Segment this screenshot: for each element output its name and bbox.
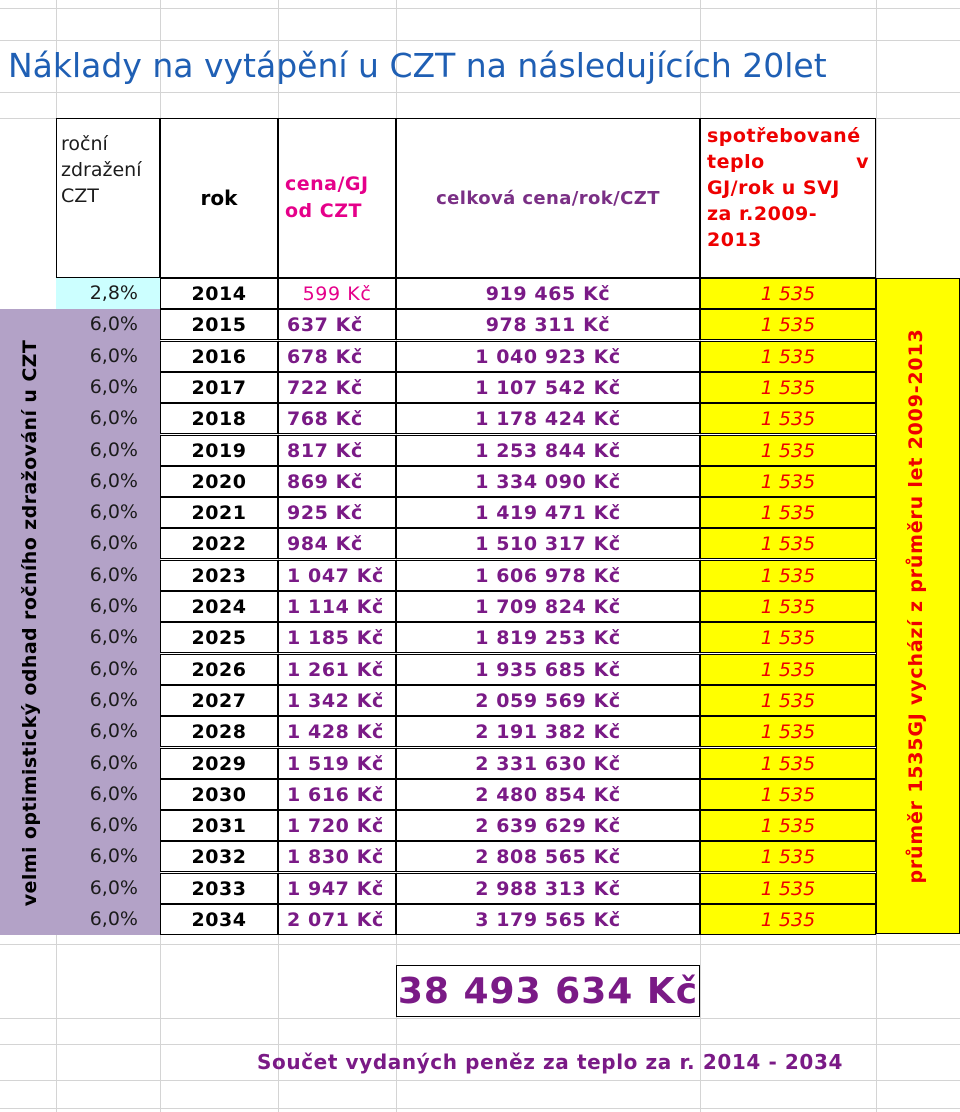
gj-consumption-cell: 1 535 [700,654,876,685]
table-row [0,685,960,716]
pct-cell: 2,8% [89,282,138,304]
price-per-gj-cell: 1 947 Kč [278,873,396,904]
price-per-gj-cell: 1 830 Kč [278,841,396,872]
year-cell: 2027 [160,685,278,716]
year-cell: 2033 [160,873,278,904]
price-per-gj-cell: 1 185 Kč [278,622,396,653]
total-per-year-cell: 2 480 854 Kč [396,779,700,810]
year-cell: 2017 [160,372,278,403]
total-per-year-cell: 2 331 630 Kč [396,748,700,779]
table-row [0,403,960,434]
total-per-year-cell: 1 819 253 Kč [396,622,700,653]
price-per-gj-cell: 1 342 Kč [278,685,396,716]
year-cell: 2028 [160,716,278,747]
grid-line [0,1080,960,1081]
year-cell: 2025 [160,622,278,653]
gj-consumption-cell: 1 535 [700,685,876,716]
pct-cell: 6,0% [89,532,138,555]
header-line: za r.2009- [707,203,818,225]
table-row [0,904,960,935]
header-line: spotřebované [707,125,861,147]
grid-line [0,944,960,945]
table-row [0,779,960,810]
gj-consumption-cell: 1 535 [700,810,876,841]
gj-consumption-cell: 1 535 [700,841,876,872]
header-rocni-zdrazeni [56,118,160,278]
gj-consumption-cell: 1 535 [700,779,876,810]
price-per-gj-cell: 1 261 Kč [278,654,396,685]
gj-consumption-cell: 1 535 [700,435,876,466]
year-cell: 2029 [160,748,278,779]
total-per-year-cell: 2 988 313 Kč [396,873,700,904]
total-per-year-cell: 1 107 542 Kč [396,372,700,403]
total-per-year-cell: 1 935 685 Kč [396,654,700,685]
year-cell: 2030 [160,779,278,810]
gj-consumption-cell: 1 535 [700,278,876,309]
price-per-gj-cell: 817 Kč [278,435,396,466]
year-cell: 2019 [160,435,278,466]
header-rok: rok [160,118,278,278]
price-per-gj-cell: 722 Kč [278,372,396,403]
price-per-gj-cell: 637 Kč [278,309,396,340]
price-per-gj-cell: 1 047 Kč [278,560,396,591]
gj-consumption-cell: 1 535 [700,309,876,340]
total-per-year-cell: 2 639 629 Kč [396,810,700,841]
header-line: CZT [61,185,99,207]
total-per-year-cell: 3 179 565 Kč [396,904,700,935]
side-label-left: velmi optimistický odhad ročního zdražování u CZT [19,339,41,907]
side-label-right: průměr 1535GJ vychází z průměru let 2009-2013 [905,328,927,884]
total-per-year-cell: 2 059 569 Kč [396,685,700,716]
year-cell: 2031 [160,810,278,841]
table-row [0,435,960,466]
header-line: 2013 [707,229,762,251]
gj-consumption-cell: 1 535 [700,591,876,622]
table-row [0,372,960,403]
year-cell: 2015 [160,309,278,340]
gj-consumption-cell: 1 535 [700,528,876,559]
grid-line [0,92,960,93]
gj-consumption-cell: 1 535 [700,403,876,434]
gj-consumption-cell: 1 535 [700,341,876,372]
table-row [0,622,960,653]
price-per-gj-cell: 1 428 Kč [278,716,396,747]
pct-cell: 6,0% [89,845,138,868]
grid-line [0,1018,960,1019]
pct-cell: 6,0% [89,751,138,774]
table-row [0,654,960,685]
pct-cell: 6,0% [89,814,138,837]
header-line: cena/GJ [285,173,369,195]
pct-cell: 6,0% [89,469,138,492]
pct-cell: 6,0% [89,375,138,398]
price-per-gj-cell: 1 720 Kč [278,810,396,841]
pct-cell: 6,0% [89,595,138,617]
pct-cell: 6,0% [89,407,138,430]
pct-cell: 6,0% [89,344,138,367]
total-per-year-cell: 1 334 090 Kč [396,466,700,497]
price-per-gj-cell: 2 071 Kč [278,904,396,935]
pct-cell: 6,0% [89,626,138,649]
header-word: teplo [707,151,765,173]
gj-consumption-cell: 1 535 [700,372,876,403]
table-row [0,278,960,309]
gj-consumption-cell: 1 535 [700,497,876,528]
price-per-gj-cell: 768 Kč [278,403,396,434]
gj-consumption-cell: 1 535 [700,560,876,591]
year-cell: 2024 [160,591,278,622]
year-cell: 2023 [160,560,278,591]
table-row [0,560,960,591]
table-row [0,841,960,872]
pct-cell: 6,0% [89,313,138,336]
table-row [0,591,960,622]
header-line: GJ/rok u SVJ [707,177,840,199]
total-per-year-cell: 919 465 Kč [396,278,700,309]
total-per-year-cell: 1 709 824 Kč [396,591,700,622]
header-spotrebovane-teplo [700,118,876,278]
pct-cell: 6,0% [89,720,138,743]
total-per-year-cell: 1 510 317 Kč [396,528,700,559]
gj-consumption-cell: 1 535 [700,622,876,653]
price-per-gj-cell: 1 114 Kč [278,591,396,622]
grid-line [0,1108,960,1109]
table-row [0,341,960,372]
price-per-gj-cell: 1 519 Kč [278,748,396,779]
price-per-gj-cell: 599 Kč [278,278,396,309]
header-line: od CZT [285,200,362,222]
table-row [0,748,960,779]
price-per-gj-cell: 1 616 Kč [278,779,396,810]
price-per-gj-cell: 984 Kč [278,528,396,559]
header-line [707,149,869,175]
year-cell: 2026 [160,654,278,685]
price-per-gj-cell: 869 Kč [278,466,396,497]
year-cell: 2022 [160,528,278,559]
total-per-year-cell: 2 191 382 Kč [396,716,700,747]
gj-consumption-cell: 1 535 [700,466,876,497]
total-per-year-cell: 1 178 424 Kč [396,403,700,434]
year-cell: 2016 [160,341,278,372]
pct-cell: 6,0% [89,688,138,711]
total-per-year-cell: 1 253 844 Kč [396,435,700,466]
gj-consumption-cell: 1 535 [700,904,876,935]
gj-consumption-cell: 1 535 [700,748,876,779]
table-row [0,810,960,841]
table-row [0,873,960,904]
sum-caption: Součet vydaných peněz za teplo za r. 2014 - 2034 [257,1050,843,1074]
header-celkova-cena: celková cena/rok/CZT [396,118,700,278]
price-per-gj-cell: 925 Kč [278,497,396,528]
table-row [0,497,960,528]
pct-cell: 6,0% [89,563,138,586]
header-line: zdražení [61,159,142,181]
total-per-year-cell: 978 311 Kč [396,309,700,340]
header-line: roční [61,133,108,155]
table-row [0,309,960,340]
year-cell: 2020 [160,466,278,497]
header-cena-gj [278,118,396,278]
pct-cell: 6,0% [89,501,138,524]
header-word: v [856,151,869,173]
gj-consumption-cell: 1 535 [700,873,876,904]
year-cell: 2032 [160,841,278,872]
pct-cell: 6,0% [89,438,138,461]
total-per-year-cell: 1 040 923 Kč [396,341,700,372]
table-row [0,716,960,747]
pct-cell: 6,0% [89,782,138,805]
pct-cell: 6,0% [89,657,138,680]
total-per-year-cell: 2 808 565 Kč [396,841,700,872]
price-per-gj-cell: 678 Kč [278,341,396,372]
total-value: 38 493 634 Kč [396,965,700,1017]
total-per-year-cell: 1 606 978 Kč [396,560,700,591]
table-row [0,466,960,497]
pct-cell: 6,0% [89,876,138,899]
year-cell: 2018 [160,403,278,434]
year-cell: 2014 [160,278,278,309]
grid-line [0,8,960,9]
sheet-title: Náklady na vytápění u CZT na následujících 20let [8,46,827,85]
pct-cell: 6,0% [89,908,138,930]
total-per-year-cell: 1 419 471 Kč [396,497,700,528]
year-cell: 2021 [160,497,278,528]
year-cell: 2034 [160,904,278,935]
gj-consumption-cell: 1 535 [700,716,876,747]
table-row [0,528,960,559]
